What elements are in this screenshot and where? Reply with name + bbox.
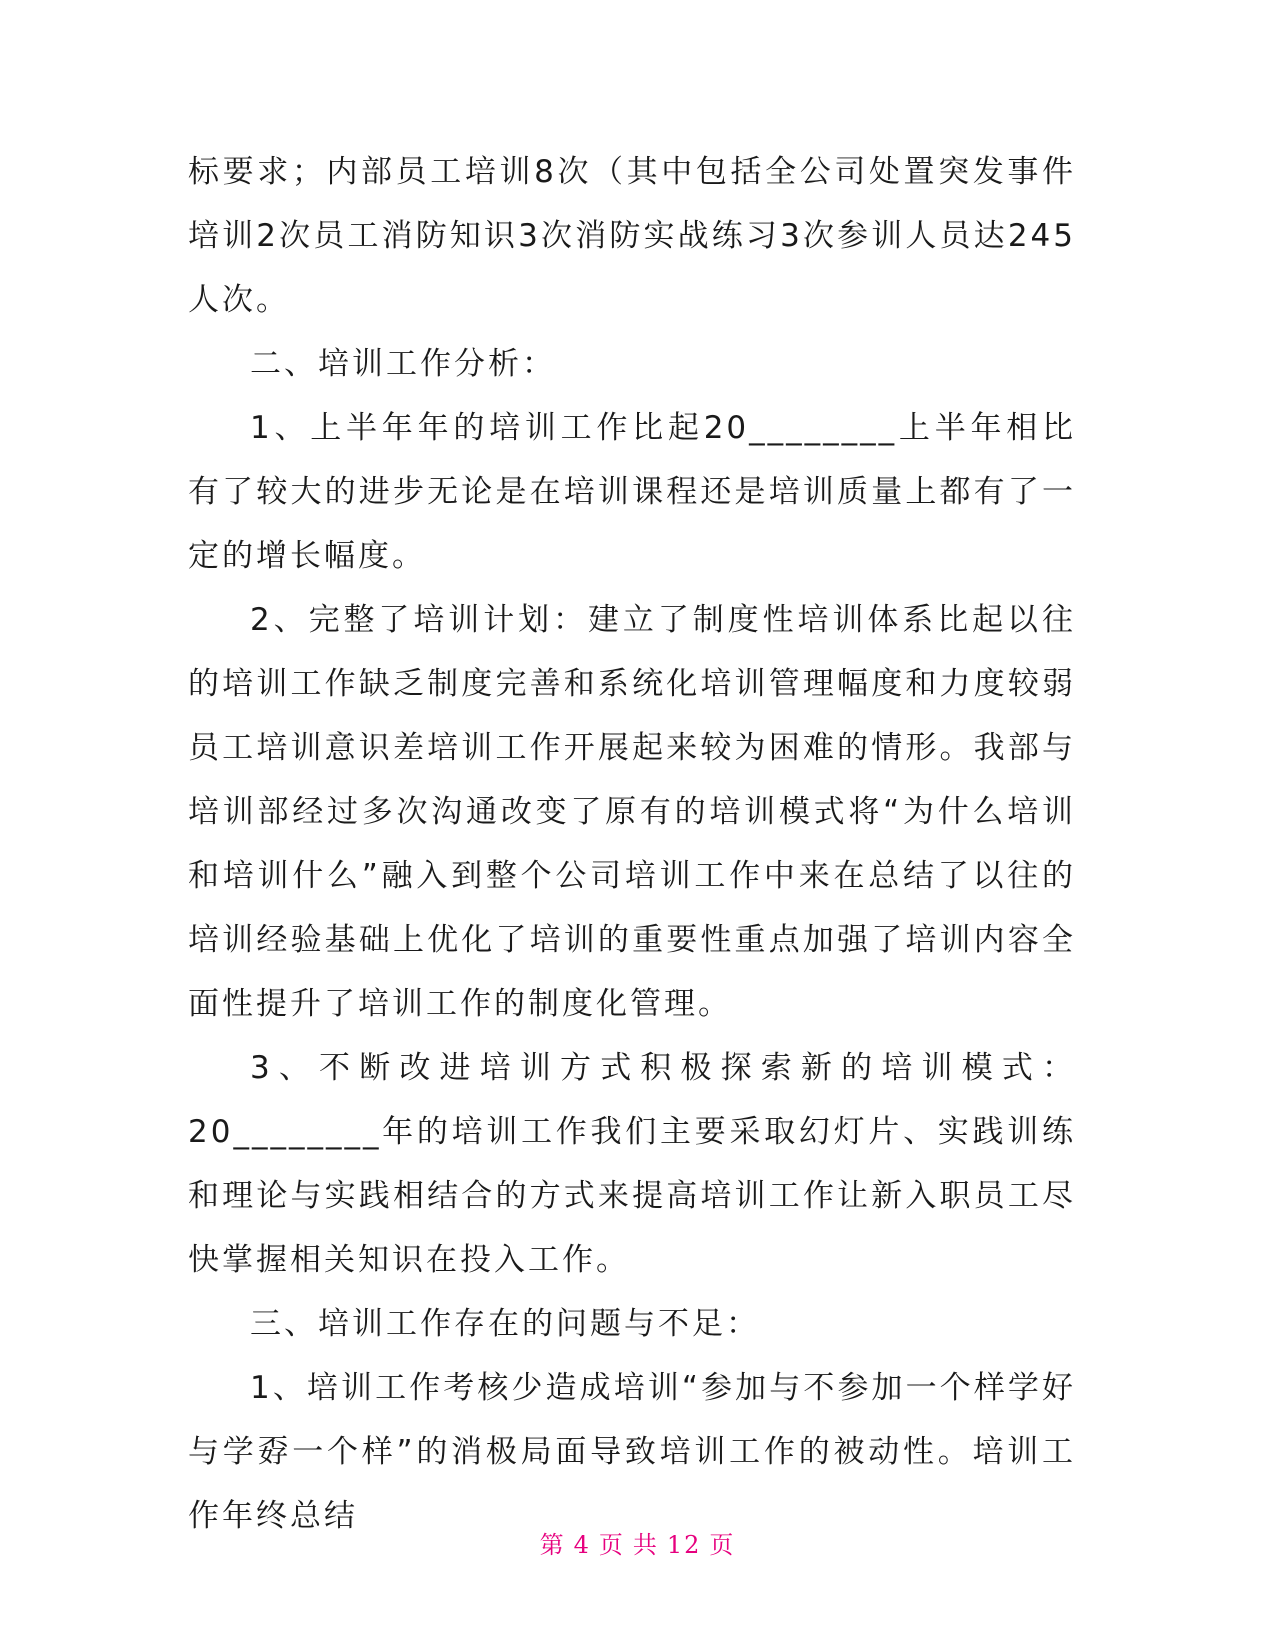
- document-body: [188, 140, 1076, 1548]
- paragraph-3: 1、上半年年的培训工作比起20________上半年相比有了较大的进步无论是在培训课程还是培训质量上都有了一定的增长幅度。: [188, 410, 1076, 574]
- footer-total-pages: 12: [666, 1531, 702, 1559]
- paragraph-5: 3、不断改进培训方式积极探索新的培训模式：20________年的培训工作我们主要采取幻灯片、实践训练和理论与实践相结合的方式来提高培训工作让新入职员工尽快掌握相关知识在投入工作。: [188, 1050, 1076, 1278]
- footer-current-page: 4: [573, 1531, 591, 1559]
- page-number-footer: [0, 1525, 1275, 1560]
- footer-label-page: 页: [598, 1531, 625, 1559]
- paragraph-4: 2、完整了培训计划：建立了制度性培训体系比起以往的培训工作缺乏制度完善和系统化培训管理幅度和力度较弱员工培训意识差培训工作开展起来较为困难的情形。我部与培训部经过多次沟通改变了原有的培训模式将“为什么培训和培训什么”融入到整个公司培训工作中来在总结了以往的培训经验基础上优化了培训的重要性重点加强了培训内容全面性提升了培训工作的制度化管理。: [188, 602, 1076, 1022]
- paragraph-1: 标要求；内部员工培训8次（其中包括全公司处置突发事件培训2次员工消防知识3次消防实战练习3次参训人员达245人次。: [188, 154, 1076, 318]
- footer-label-prefix: 第: [539, 1531, 566, 1559]
- paragraph-7: 1、培训工作考核少造成培训“参加与不参加一个样学好与学孬一个样”的消极局面导致培训工作的被动性。培训工作年终总结: [188, 1370, 1076, 1534]
- footer-label-page-end: 页: [709, 1531, 736, 1559]
- footer-label-total: 共: [632, 1531, 659, 1559]
- paragraph-2: 二、培训工作分析：: [250, 346, 556, 382]
- paragraph-6: 三、培训工作存在的问题与不足：: [250, 1306, 760, 1342]
